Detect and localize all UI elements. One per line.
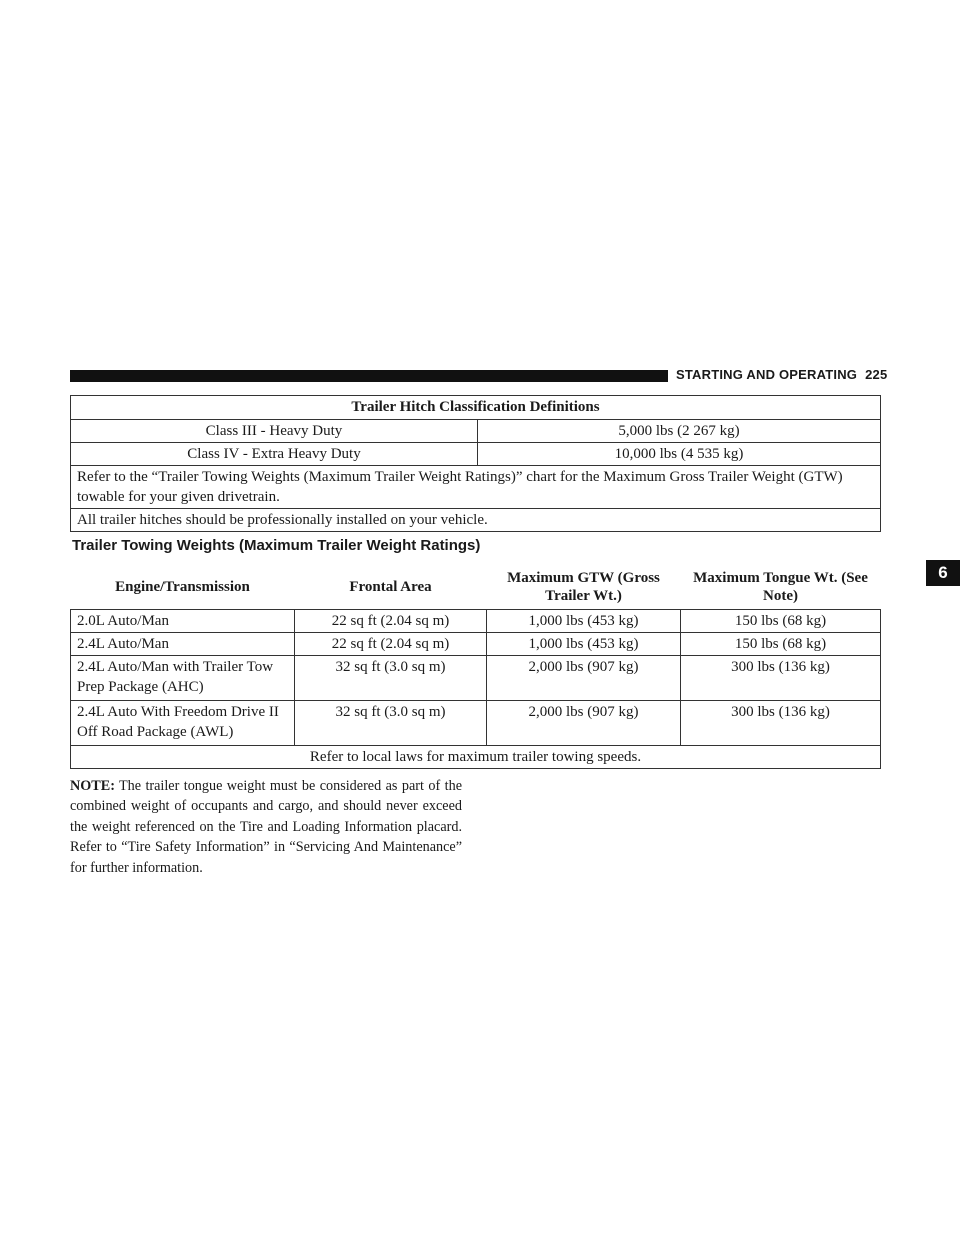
table-cell: 1,000 lbs (453 kg)	[487, 610, 681, 633]
section-title: STARTING AND OPERATING	[676, 367, 858, 382]
note-label: NOTE:	[70, 778, 115, 794]
table-cell: 150 lbs (68 kg)	[681, 633, 881, 656]
table-cell: 32 sq ft (3.0 sq m)	[295, 701, 487, 746]
table-row	[71, 633, 881, 656]
column-header: Engine/Transmission	[71, 565, 295, 610]
towing-weights-table	[70, 565, 881, 769]
hitch-classification-table	[70, 395, 881, 532]
table-row	[71, 656, 881, 701]
table-cell: Class III - Heavy Duty	[71, 420, 478, 443]
table-footer: Refer to local laws for maximum trailer towing speeds.	[71, 746, 881, 769]
note-text: The trailer tongue weight must be considered as part of the combined weight of occupants and cargo, and should never exceed the weight referenced on the Tire and Loading Information placard. Refer to “Tire Safety Information” in “Servicing And Maintenance” for further information.	[70, 778, 462, 876]
column-header: Frontal Area	[295, 565, 487, 610]
running-header	[676, 367, 887, 382]
table-row	[71, 466, 881, 509]
chapter-tab: 6	[926, 560, 960, 586]
note-paragraph	[70, 776, 462, 878]
table-cell: 2.0L Auto/Man	[71, 610, 295, 633]
table-cell: 5,000 lbs (2 267 kg)	[478, 420, 881, 443]
table-cell: 2.4L Auto/Man	[71, 633, 295, 656]
table-cell: 300 lbs (136 kg)	[681, 656, 881, 701]
table-cell: 2.4L Auto/Man with Trailer Tow Prep Package (AHC)	[71, 656, 295, 701]
table-cell: 22 sq ft (2.04 sq m)	[295, 610, 487, 633]
table-note: Refer to the “Trailer Towing Weights (Maximum Trailer Weight Ratings)” chart for the Maximum Gross Trailer Weight (GTW) towable for your given drivetrain.	[71, 466, 881, 509]
table-row	[71, 610, 881, 633]
table-title: Trailer Hitch Classification Definitions	[71, 396, 881, 420]
table-row	[71, 746, 881, 769]
table-cell: 2,000 lbs (907 kg)	[487, 701, 681, 746]
table-cell: 300 lbs (136 kg)	[681, 701, 881, 746]
page-number: 225	[865, 367, 888, 382]
table-cell: 1,000 lbs (453 kg)	[487, 633, 681, 656]
table-note: All trailer hitches should be professionally installed on your vehicle.	[71, 509, 881, 532]
table-cell: 150 lbs (68 kg)	[681, 610, 881, 633]
column-header: Maximum Tongue Wt. (See Note)	[681, 565, 881, 610]
table-cell: 2,000 lbs (907 kg)	[487, 656, 681, 701]
table-cell: 10,000 lbs (4 535 kg)	[478, 443, 881, 466]
table-row	[71, 701, 881, 746]
header-rule	[70, 370, 668, 382]
table-header-row	[71, 565, 881, 610]
column-header: Maximum GTW (Gross Trailer Wt.)	[487, 565, 681, 610]
table-row	[71, 443, 881, 466]
table-cell: 32 sq ft (3.0 sq m)	[295, 656, 487, 701]
section-heading: Trailer Towing Weights (Maximum Trailer Weight Ratings)	[72, 537, 481, 554]
table-row	[71, 509, 881, 532]
table-row	[71, 420, 881, 443]
table-cell: 2.4L Auto With Freedom Drive II Off Road Package (AWL)	[71, 701, 295, 746]
table-row	[71, 396, 881, 420]
table-cell: 22 sq ft (2.04 sq m)	[295, 633, 487, 656]
table-cell: Class IV - Extra Heavy Duty	[71, 443, 478, 466]
